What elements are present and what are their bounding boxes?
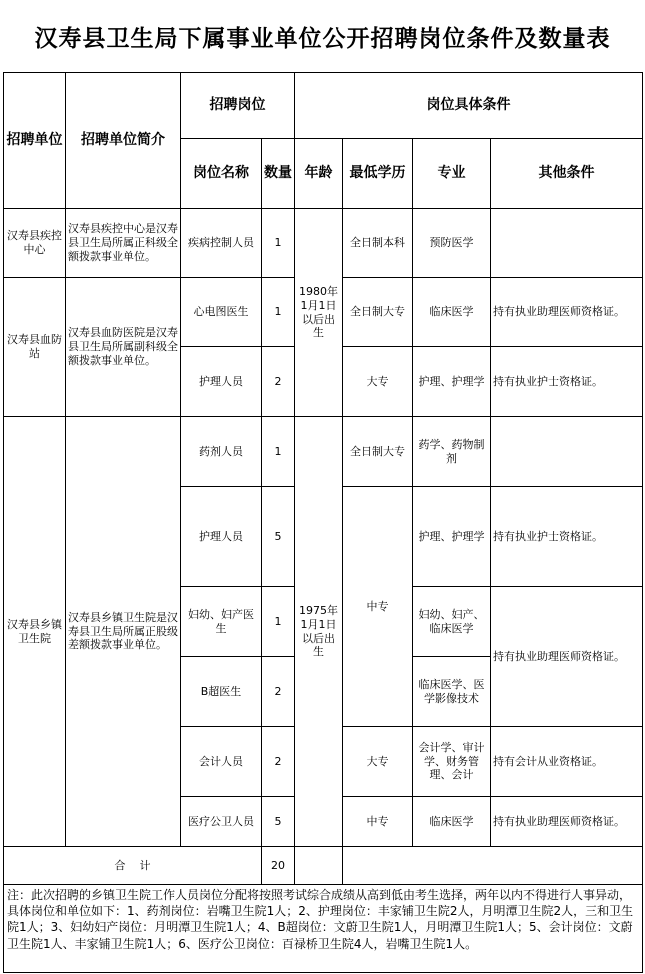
header-count: 数量 <box>262 139 295 209</box>
post-count: 1 <box>262 209 295 278</box>
other-cell: 持有执业助理医师资格证。 <box>491 587 643 727</box>
major-cell: 药学、药物制剂 <box>413 417 491 487</box>
major-cell: 妇幼、妇产、临床医学 <box>413 587 491 657</box>
header-age: 年龄 <box>295 139 343 209</box>
education-cell: 全日制大专 <box>343 417 413 487</box>
post-name: 护理人员 <box>181 487 262 587</box>
other-cell: 持有执业护士资格证。 <box>491 347 643 417</box>
footnote: 注：此次招聘的乡镇卫生院工作人员岗位分配将按照考试综合成绩从高到低由考生选择，两年以内不得进行人事异动，具体岗位和单位如下：1、药剂岗位：岩嘴卫生院1人；2、护理岗位：丰家铺卫生院2人，月明潭卫生院2人，三和卫生院1人；3、妇幼妇产岗位：月明潭卫生院1人；4、B超岗位：文蔚卫生院1人，月明潭卫生院1人；5、会计岗位：文蔚卫生院1人、丰家铺卫生院1人；6、医疗公卫岗位：百禄桥卫生院4人，岩嘴卫生院1人。 <box>4 885 643 973</box>
post-name: 会计人员 <box>181 727 262 797</box>
post-count: 2 <box>262 727 295 797</box>
major-cell: 护理、护理学 <box>413 347 491 417</box>
major-cell: 临床医学、医学影像技术 <box>413 657 491 727</box>
post-name: 妇幼、妇产医生 <box>181 587 262 657</box>
education-cell: 中专 <box>343 797 413 847</box>
header-major: 专业 <box>413 139 491 209</box>
post-name: 心电图医生 <box>181 278 262 347</box>
other-cell: 持有执业助理医师资格证。 <box>491 278 643 347</box>
education-cell: 中专 <box>343 487 413 727</box>
major-cell: 护理、护理学 <box>413 487 491 587</box>
total-count: 20 <box>262 847 295 885</box>
header-other: 其他条件 <box>491 139 643 209</box>
unit-name: 汉寿县疾控中心 <box>4 209 66 278</box>
age-cell: 1980年1月1日以后出生 <box>295 209 343 417</box>
header-intro: 招聘单位简介 <box>66 73 181 209</box>
post-count: 2 <box>262 347 295 417</box>
post-name: B超医生 <box>181 657 262 727</box>
education-cell: 大专 <box>343 727 413 797</box>
post-count: 2 <box>262 657 295 727</box>
education-cell: 大专 <box>343 347 413 417</box>
header-condition-group: 岗位具体条件 <box>295 73 643 139</box>
unit-intro: 汉寿县疾控中心是汉寿县卫生局所属正科级全额拨款事业单位。 <box>66 209 181 278</box>
post-name: 护理人员 <box>181 347 262 417</box>
post-count: 1 <box>262 417 295 487</box>
other-cell <box>491 417 643 487</box>
major-cell: 会计学、审计学、财务管理、会计 <box>413 727 491 797</box>
post-count: 1 <box>262 587 295 657</box>
major-cell: 临床医学 <box>413 797 491 847</box>
unit-name: 汉寿县血防站 <box>4 278 66 417</box>
other-cell: 持有会计从业资格证。 <box>491 727 643 797</box>
unit-intro: 汉寿县乡镇卫生院是汉寿县卫生局所属正股级差额拨款事业单位。 <box>66 417 181 847</box>
header-unit: 招聘单位 <box>4 73 66 209</box>
education-cell: 全日制大专 <box>343 278 413 347</box>
other-cell <box>491 209 643 278</box>
other-cell: 持有执业助理医师资格证。 <box>491 797 643 847</box>
major-cell: 临床医学 <box>413 278 491 347</box>
post-count: 5 <box>262 797 295 847</box>
post-name: 药剂人员 <box>181 417 262 487</box>
unit-intro: 汉寿县血防医院是汉寿县卫生局所属副科级全额拨款事业单位。 <box>66 278 181 417</box>
total-label: 合 计 <box>4 847 262 885</box>
header-post-name: 岗位名称 <box>181 139 262 209</box>
recruitment-table <box>3 72 643 973</box>
post-count: 1 <box>262 278 295 347</box>
major-cell: 预防医学 <box>413 209 491 278</box>
page-title: 汉寿县卫生局下属事业单位公开招聘岗位条件及数量表 <box>34 24 611 52</box>
post-count: 5 <box>262 487 295 587</box>
other-cell: 持有执业护士资格证。 <box>491 487 643 587</box>
post-name: 疾病控制人员 <box>181 209 262 278</box>
post-name: 医疗公卫人员 <box>181 797 262 847</box>
header-education: 最低学历 <box>343 139 413 209</box>
header-post-group: 招聘岗位 <box>181 73 295 139</box>
age-cell: 1975年1月1日以后出生 <box>295 417 343 847</box>
education-cell: 全日制本科 <box>343 209 413 278</box>
unit-name: 汉寿县乡镇卫生院 <box>4 417 66 847</box>
